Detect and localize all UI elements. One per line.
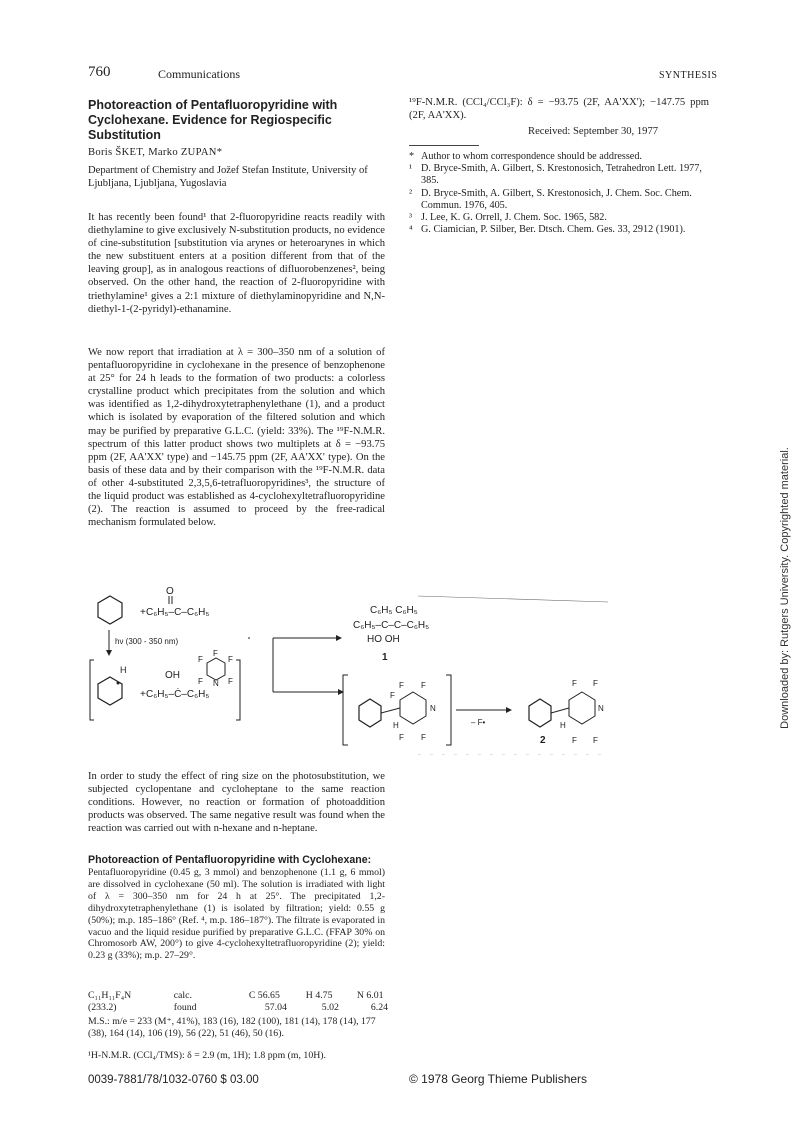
paragraph-ring-size: [88, 770, 385, 835]
prod-f4: F: [593, 736, 598, 745]
int-f5: F: [421, 733, 426, 742]
reference-text: D. Bryce-Smith, A. Gilbert, S. Krestonosich, Tetrahedron Lett. 1977, 385.: [421, 163, 702, 187]
calc-n: N 6.01: [356, 990, 384, 1001]
bracket-left: [90, 660, 94, 720]
footnote-rule: [409, 145, 479, 146]
compound-2-label: 2: [540, 735, 546, 746]
conditions-label: hν (300 - 350 nm): [115, 637, 179, 646]
found-c: 57.04: [264, 1002, 287, 1013]
found-h: 5.02: [321, 1002, 339, 1013]
experimental-body: Pentafluoropyridine (0.45 g, 3 mmol) and benzophenone (1.1 g, 6 mmol) are dissolved in cyclohexane (50 ml). The solution is irradiated with light of λ = 300–350 nm for 24 h at 25°. The precipitated 1,2-dihydroxytetraphenylethane (1) is isolated by filtration; yield: 0.55 g (50%); m.p. 185–186° (Ref. ⁴, m.p. 186–187°). The filtrate is evaporated in vacuo and the liquid residue purified by preparative G.L.C. (FFAP 30% on Chromosorb AW, 200°) to give 4-cyclohexyltetrafluoropyridine (2); yield: 0.23 g (33%); m.p. 27–29°.: [88, 867, 385, 962]
analysis-mw: (233.2): [88, 1002, 117, 1013]
int-h: H: [393, 721, 399, 730]
analysis-formula: C₁₁H₁₁F₄N: [88, 990, 132, 1001]
found-label: found: [173, 1002, 197, 1013]
reference-item: [409, 151, 709, 163]
diol-phenyls: C₆H₅ C₆H₅: [370, 605, 418, 616]
intermediate-bracket-right: [446, 675, 451, 745]
reference-text: G. Ciamician, P. Silber, Ber. Dtsch. Chem. Ges. 33, 2912 (1901).: [421, 224, 686, 236]
paragraph-results-text: We now report that irradiation at λ = 300–350 nm of a solution of pentafluoropyridine in cyclohexane in the presence of benzophenone at 25° for 24 h leads to the formation of two products: a colorless crystalline product which precipitates from the solution and which was identified as 1,2-dihydroxytetraphenylethane (1), and a product which is isolated by evaporation of the filtered solution and which may be purified by preparative G.L.C. (yield: 33%). The ¹⁹F-N.M.R. spectrum of this latter product shows two multiplets at δ = −93.75 ppm (2F, AA'XX' type) and −145.75 ppm (2F, AA'XX' type). On the basis of these data and by their comparison with the ¹⁹F-N.M.R. data of other 4-substituted 2,3,5,6-tetrafluoropyridines³, the structure of the liquid product was established as 4-cyclohexyltetrafluoropyridine (2). The reaction is assumed to proceed by the free-radical mechanism formulated below.: [88, 347, 385, 529]
intermediate-bracket-left: [343, 675, 348, 745]
int-f3: F: [390, 691, 395, 700]
calc-c: C 56.65: [248, 990, 280, 1001]
plus-sign: +: [140, 607, 146, 618]
diol-backbone: C₆H₅–C–C–C₆H₅: [353, 620, 430, 631]
journal-name: SYNTHESIS: [659, 70, 718, 81]
nmr-continuation: ¹⁹F-N.M.R. (CCl₄/CCl₃F): δ = −93.75 (2F, AA'XX'); −147.75 ppm (2F, AA'XX).: [409, 97, 709, 121]
experimental-heading: Photoreaction of Pentafluoropyridine with Cyclohexane:: [88, 854, 372, 866]
authors: Boris ŠKET, Marko ZUPAN*: [88, 147, 223, 158]
reference-number: ⁴: [409, 224, 413, 236]
reference-item: [409, 188, 709, 212]
f-label-l2: F: [198, 677, 203, 686]
cyclohexane-ring: [98, 596, 122, 624]
int-f1: F: [399, 681, 404, 690]
found-n: 6.24: [370, 1002, 388, 1013]
paragraph-intro-text: It has recently been found¹ that 2-fluoropyridine reacts readily with diethylamine to give exclusively N-substitution products, no evidence of cine-substitution [substitution via arynes or heteroarynes in which the new substituent enters at a position different from that of the leaving group], as in analogous reactions of difluorobenzenes², being observed. On the other hand, the reaction of 2-fluoropyridine with triethylamine¹ gives a 2:1 mixture of diethylaminopyridine and N,N-diethyl-1-(2-pyridyl)-ethanamine.: [88, 212, 385, 315]
f-label-l1: F: [198, 655, 203, 664]
article-title: Photoreaction of Pentafluoropyridine with Cyclohexane. Evidence for Regiospecific Substitution: [88, 98, 338, 142]
down-arrowhead: [106, 650, 112, 656]
cyclohexyl-radical-ring: [98, 677, 122, 705]
reference-text: Author to whom correspondence should be addressed.: [421, 151, 642, 162]
arrowhead-diol: [336, 635, 342, 641]
section-title: Communications: [158, 67, 240, 81]
paragraph-results: [88, 346, 385, 529]
ketyl-radical-formula: C₆H₅–Ċ–C₆H₅: [146, 689, 210, 700]
f-label-r2: F: [228, 677, 233, 686]
received-date: Received: September 30, 1977: [528, 126, 659, 137]
references-list: [409, 151, 709, 236]
diol-hydroxyls: HO OH: [367, 634, 400, 645]
product-bond: [551, 708, 569, 713]
elemental-analysis: [88, 990, 388, 1014]
reference-number: ¹: [409, 163, 413, 175]
page-number: 760: [88, 64, 111, 80]
paragraph-ring-size-text: In order to study the effect of ring size on the photosubstitution, we subjected cyclopentane and cycloheptane to the same reaction conditions. However, no reaction or formation of photoaddition products was observed. The same negative result was found when the reaction was carried out with n-hexane and n-heptane.: [88, 771, 385, 835]
intermediate-bond: [381, 708, 400, 713]
product-pyridine: [569, 692, 595, 724]
calc-label: calc.: [173, 990, 192, 1001]
radical-dot: [117, 682, 120, 685]
paragraph-intro: [88, 211, 385, 316]
reference-item: [409, 212, 709, 224]
h-nmr: ¹H-N.M.R. (CCl₄/TMS): δ = 2.9 (m, 1H); 1.8 ppm (m, 10H).: [88, 1050, 327, 1061]
scheme-rule: [418, 596, 608, 602]
intermediate-pyridine: [400, 692, 426, 724]
int-n: N: [430, 704, 436, 713]
analysis-row-calc: [88, 990, 388, 1002]
arrowhead-loss-f: [506, 707, 512, 713]
n-label: N: [213, 679, 219, 688]
plus-sign-2: +: [140, 689, 146, 700]
reaction-scheme: [88, 580, 708, 755]
pentafluoropyridine-ring: [207, 658, 225, 680]
f-label-top: F: [213, 649, 218, 658]
compound-1-label: 1: [382, 652, 388, 663]
reference-number: *: [409, 151, 415, 162]
prod-f1: F: [572, 679, 577, 688]
reference-item: [409, 163, 709, 187]
download-watermark: Downloaded by: Rutgers University. Copyrighted material.: [779, 447, 791, 729]
oxygen-label: O: [166, 586, 174, 597]
int-f4: F: [399, 733, 404, 742]
reference-text: J. Lee, K. G. Orrell, J. Chem. Soc. 1965, 582.: [421, 212, 607, 224]
reference-text: D. Bryce-Smith, A. Gilbert, S. Krestonosich, J. Chem. Soc. Chem. Commun. 1976, 405.: [421, 187, 692, 211]
prod-n: N: [598, 704, 604, 713]
int-f2: F: [421, 681, 426, 690]
bracket-right: [236, 660, 240, 720]
prod-f2: F: [593, 679, 598, 688]
benzophenone-formula: C₆H₅–C–C₆H₅: [146, 607, 210, 618]
oh-label: OH: [165, 670, 180, 681]
calc-h: H 4.75: [305, 990, 333, 1001]
analysis-table: [88, 990, 388, 1014]
product-cyclohexyl: [529, 699, 551, 727]
f-label-r1: F: [228, 655, 233, 664]
analysis-row-found: [88, 1002, 388, 1014]
h-label: H: [120, 665, 127, 675]
reference-number: ²: [409, 187, 413, 199]
reference-item: [409, 224, 709, 236]
intermediate-cyclohexyl: [359, 699, 381, 727]
affiliation: Department of Chemistry and Jožef Stefan Institute, University of Ljubljana, Ljubljana, Yugoslavia: [88, 165, 368, 189]
prod-h: H: [560, 721, 566, 730]
mass-spec: M.S.: m/e = 233 (M⁺, 41%), 183 (16), 182 (100), 181 (14), 178 (14), 177 (38), 164 (14), 106 (19), 56 (22), 51 (46), 50 (16).: [88, 1016, 376, 1039]
reference-number: ³: [409, 212, 413, 224]
article-code: 0039-7881/78/1032-0760 $ 03.00: [88, 1074, 259, 1086]
prod-f3: F: [572, 736, 577, 745]
copyright: © 1978 Georg Thieme Publishers: [409, 1072, 588, 1086]
minus-f-label: – F•: [471, 718, 486, 727]
